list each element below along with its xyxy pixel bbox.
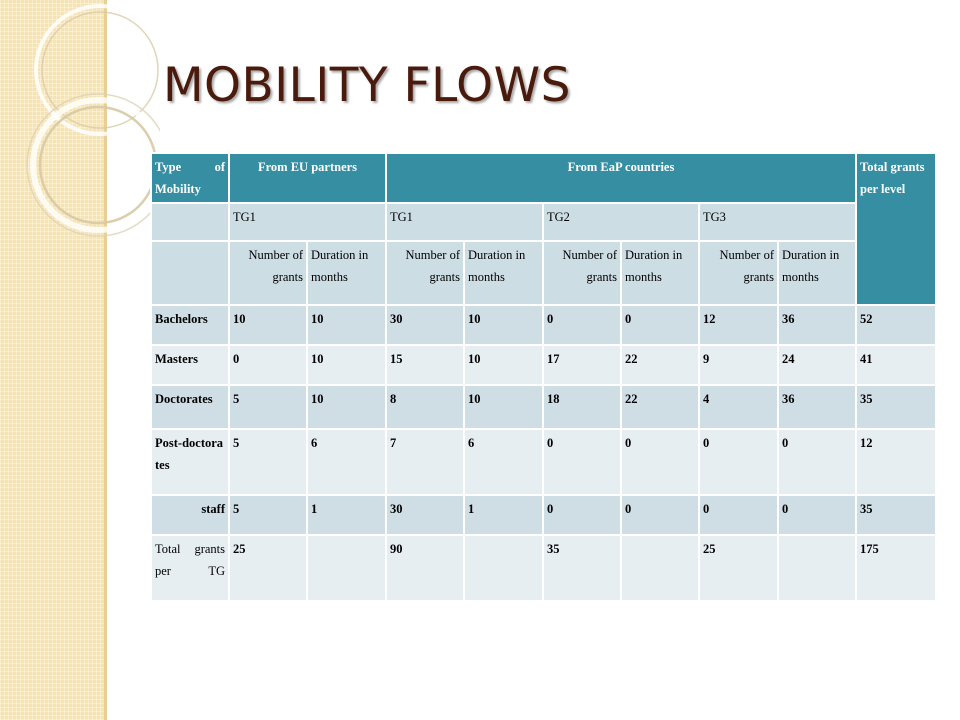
table-cell: 0	[778, 429, 856, 495]
group-label: TG2	[543, 203, 699, 241]
row-label: Bachelors	[151, 305, 229, 345]
table-cell: 10	[307, 385, 386, 429]
table-cell: 10	[307, 305, 386, 345]
row-label: staff	[151, 495, 229, 535]
table-cell: 8	[386, 385, 464, 429]
group-label: TG1	[229, 203, 386, 241]
table-cell: 52	[856, 305, 936, 345]
table-cell: 5	[229, 385, 307, 429]
table-cell: 30	[386, 495, 464, 535]
total-row	[151, 535, 936, 601]
subheader-row	[151, 241, 936, 305]
row-label: Masters	[151, 345, 229, 385]
table-cell: 0	[543, 495, 621, 535]
table-cell: 24	[778, 345, 856, 385]
table-row	[151, 345, 936, 385]
header-row	[151, 153, 936, 203]
table-cell: 0	[699, 429, 778, 495]
table-cell: 35	[856, 385, 936, 429]
table-cell: 6	[307, 429, 386, 495]
table-cell: 0	[543, 305, 621, 345]
table-cell: 0	[543, 429, 621, 495]
total-per-level-header: Total grants per level	[856, 153, 936, 305]
table-cell: 10	[464, 345, 543, 385]
table-cell: 4	[699, 385, 778, 429]
table-cell: 10	[307, 345, 386, 385]
group-label: TG3	[699, 203, 856, 241]
table-row	[151, 385, 936, 429]
table-cell: 5	[229, 429, 307, 495]
total-cell	[621, 535, 699, 601]
table-cell: 36	[778, 305, 856, 345]
table-cell: 12	[699, 305, 778, 345]
type-of-mobility-header: Type of Mobility	[151, 153, 229, 203]
total-cell: 25	[229, 535, 307, 601]
table-cell: 9	[699, 345, 778, 385]
total-cell: 175	[856, 535, 936, 601]
subheader-duration: Duration in months	[778, 241, 856, 305]
from-eu-header: From EU partners	[229, 153, 386, 203]
table-cell: 22	[621, 345, 699, 385]
table-cell: 18	[543, 385, 621, 429]
table-cell: 10	[229, 305, 307, 345]
subheader-number: Number of grants	[699, 241, 778, 305]
table-cell: 0	[621, 305, 699, 345]
subheader-duration: Duration in months	[307, 241, 386, 305]
table-cell: 36	[778, 385, 856, 429]
subheader-duration: Duration in months	[464, 241, 543, 305]
group-row	[151, 203, 936, 241]
table-cell: 22	[621, 385, 699, 429]
table-cell: 0	[229, 345, 307, 385]
subheader-number: Number of grants	[543, 241, 621, 305]
table-cell: 7	[386, 429, 464, 495]
total-cell: 35	[543, 535, 621, 601]
from-eap-header: From EaP countries	[386, 153, 856, 203]
subheader-duration: Duration in months	[621, 241, 699, 305]
total-cell: 25	[699, 535, 778, 601]
row-label: Post-doctorates	[151, 429, 229, 495]
group-spacer-cell	[151, 203, 229, 241]
table-cell: 10	[464, 305, 543, 345]
table-cell: 1	[464, 495, 543, 535]
table-cell: 10	[464, 385, 543, 429]
total-cell: 90	[386, 535, 464, 601]
table-cell: 30	[386, 305, 464, 345]
table-cell: 0	[621, 429, 699, 495]
total-cell	[307, 535, 386, 601]
table-cell: 5	[229, 495, 307, 535]
table-cell: 17	[543, 345, 621, 385]
table-cell: 6	[464, 429, 543, 495]
table-row	[151, 429, 936, 495]
table-cell: 35	[856, 495, 936, 535]
subheader-number: Number of grants	[229, 241, 307, 305]
table-cell: 0	[699, 495, 778, 535]
table-cell: 1	[307, 495, 386, 535]
group-label: TG1	[386, 203, 543, 241]
table-cell: 12	[856, 429, 936, 495]
table-row	[151, 305, 936, 345]
row-label: Doctorates	[151, 385, 229, 429]
total-cell	[464, 535, 543, 601]
subheader-spacer-cell	[151, 241, 229, 305]
slide-title: MOBILITY FLOWS	[163, 58, 571, 113]
total-row-label: Total grants per TG	[151, 535, 229, 601]
table-cell: 0	[621, 495, 699, 535]
decorative-circles	[0, 0, 160, 260]
table-cell: 15	[386, 345, 464, 385]
mobility-flows-table	[150, 152, 937, 602]
total-cell	[778, 535, 856, 601]
table-row	[151, 495, 936, 535]
table-cell: 0	[778, 495, 856, 535]
subheader-number: Number of grants	[386, 241, 464, 305]
table-cell: 41	[856, 345, 936, 385]
